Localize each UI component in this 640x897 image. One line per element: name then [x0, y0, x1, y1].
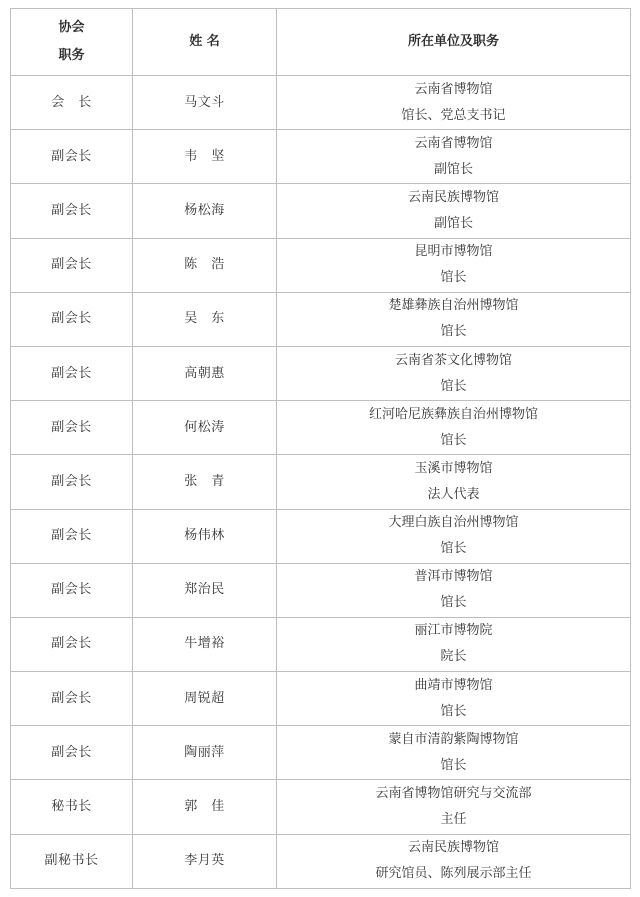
- table-row: [11, 292, 631, 346]
- unit-title: 副馆长: [433, 215, 473, 231]
- table-row: [11, 346, 631, 400]
- table-row: [11, 617, 631, 671]
- cell-name: 马文斗: [133, 76, 277, 130]
- cell-unit: [277, 563, 631, 617]
- unit-name: 大理白族自治州博物馆: [388, 515, 519, 531]
- cell-position: 副会长: [11, 401, 133, 455]
- table-row: [11, 455, 631, 509]
- unit-title: 馆长: [440, 703, 467, 719]
- cell-position: 副会长: [11, 672, 133, 726]
- unit-name: 丽江市博物院: [414, 623, 493, 639]
- table-row: [11, 780, 631, 834]
- cell-name: 高朝惠: [133, 346, 277, 400]
- cell-position: 副会长: [11, 563, 133, 617]
- table-row: [11, 834, 631, 888]
- cell-name: 李月英: [133, 834, 277, 888]
- unit-name: 云南民族博物馆: [407, 840, 499, 856]
- cell-position: 会 长: [11, 76, 133, 130]
- cell-unit: [277, 130, 631, 184]
- cell-name: 何松涛: [133, 401, 277, 455]
- cell-position: 副会长: [11, 238, 133, 292]
- unit-title: 法人代表: [427, 486, 480, 502]
- cell-position: 副会长: [11, 617, 133, 671]
- cell-name: 杨松海: [133, 184, 277, 238]
- unit-name: 昆明市博物馆: [414, 244, 493, 260]
- cell-position: 副会长: [11, 346, 133, 400]
- cell-unit: [277, 401, 631, 455]
- table-row: [11, 726, 631, 780]
- cell-position: 副会长: [11, 509, 133, 563]
- cell-unit: [277, 292, 631, 346]
- table-row: [11, 130, 631, 184]
- cell-unit: [277, 617, 631, 671]
- cell-name: 郑治民: [133, 563, 277, 617]
- table-row: [11, 509, 631, 563]
- table-row: [11, 238, 631, 292]
- unit-title: 主任: [440, 812, 467, 828]
- header-position: [11, 9, 133, 76]
- cell-unit: [277, 780, 631, 834]
- unit-name: 普洱市博物馆: [414, 569, 493, 585]
- unit-title: 研究馆员、陈列展示部主任: [375, 866, 532, 882]
- header-position-line2: 职务: [58, 48, 85, 63]
- cell-unit: [277, 455, 631, 509]
- cell-name: 张 青: [133, 455, 277, 509]
- table-row: [11, 563, 631, 617]
- cell-position: 秘书长: [11, 780, 133, 834]
- cell-position: 副会长: [11, 455, 133, 509]
- unit-title: 馆长、党总支书记: [401, 107, 506, 123]
- unit-title: 馆长: [440, 432, 467, 448]
- cell-position: 副会长: [11, 292, 133, 346]
- unit-name: 云南省茶文化博物馆: [394, 352, 512, 368]
- cell-name: 陈 浩: [133, 238, 277, 292]
- unit-title: 馆长: [440, 541, 467, 557]
- cell-unit: [277, 726, 631, 780]
- cell-position: 副秘书长: [11, 834, 133, 888]
- unit-title: 馆长: [440, 595, 467, 611]
- cell-position: 副会长: [11, 726, 133, 780]
- cell-position: 副会长: [11, 184, 133, 238]
- unit-name: 云南省博物馆: [414, 135, 493, 151]
- unit-title: 副馆长: [433, 161, 473, 177]
- header-row: [11, 9, 631, 76]
- table-row: [11, 401, 631, 455]
- unit-title: 馆长: [440, 757, 467, 773]
- cell-unit: [277, 834, 631, 888]
- table-row: [11, 76, 631, 130]
- cell-position: 副会长: [11, 130, 133, 184]
- unit-name: 玉溪市博物馆: [414, 460, 493, 476]
- unit-name: 云南省博物馆研究与交流部: [375, 786, 532, 802]
- cell-name: 周锐超: [133, 672, 277, 726]
- cell-name: 吴 东: [133, 292, 277, 346]
- unit-title: 馆长: [440, 378, 467, 394]
- cell-unit: [277, 184, 631, 238]
- cell-unit: [277, 346, 631, 400]
- cell-unit: [277, 76, 631, 130]
- unit-name: 曲靖市博物馆: [414, 677, 493, 693]
- table-row: [11, 672, 631, 726]
- unit-name: 蒙自市清韵紫陶博物馆: [388, 731, 519, 747]
- cell-unit: [277, 238, 631, 292]
- unit-title: 院长: [440, 649, 467, 665]
- table-body: [11, 76, 631, 889]
- cell-name: 牛增裕: [133, 617, 277, 671]
- cell-unit: [277, 672, 631, 726]
- association-roster-table: [10, 8, 631, 889]
- table-row: [11, 184, 631, 238]
- cell-name: 杨伟林: [133, 509, 277, 563]
- cell-name: 韦 坚: [133, 130, 277, 184]
- unit-title: 馆长: [440, 270, 467, 286]
- unit-title: 馆长: [440, 324, 467, 340]
- cell-name: 郭 佳: [133, 780, 277, 834]
- unit-name: 红河哈尼族彝族自治州博物馆: [368, 406, 538, 422]
- table-header: [11, 9, 631, 76]
- header-position-line1: 协会: [58, 20, 85, 35]
- header-unit: 所在单位及职务: [277, 9, 631, 76]
- header-name: 姓 名: [133, 9, 277, 76]
- cell-unit: [277, 509, 631, 563]
- cell-name: 陶丽萍: [133, 726, 277, 780]
- unit-name: 云南民族博物馆: [407, 189, 499, 205]
- unit-name: 楚雄彝族自治州博物馆: [388, 298, 519, 314]
- unit-name: 云南省博物馆: [414, 81, 493, 97]
